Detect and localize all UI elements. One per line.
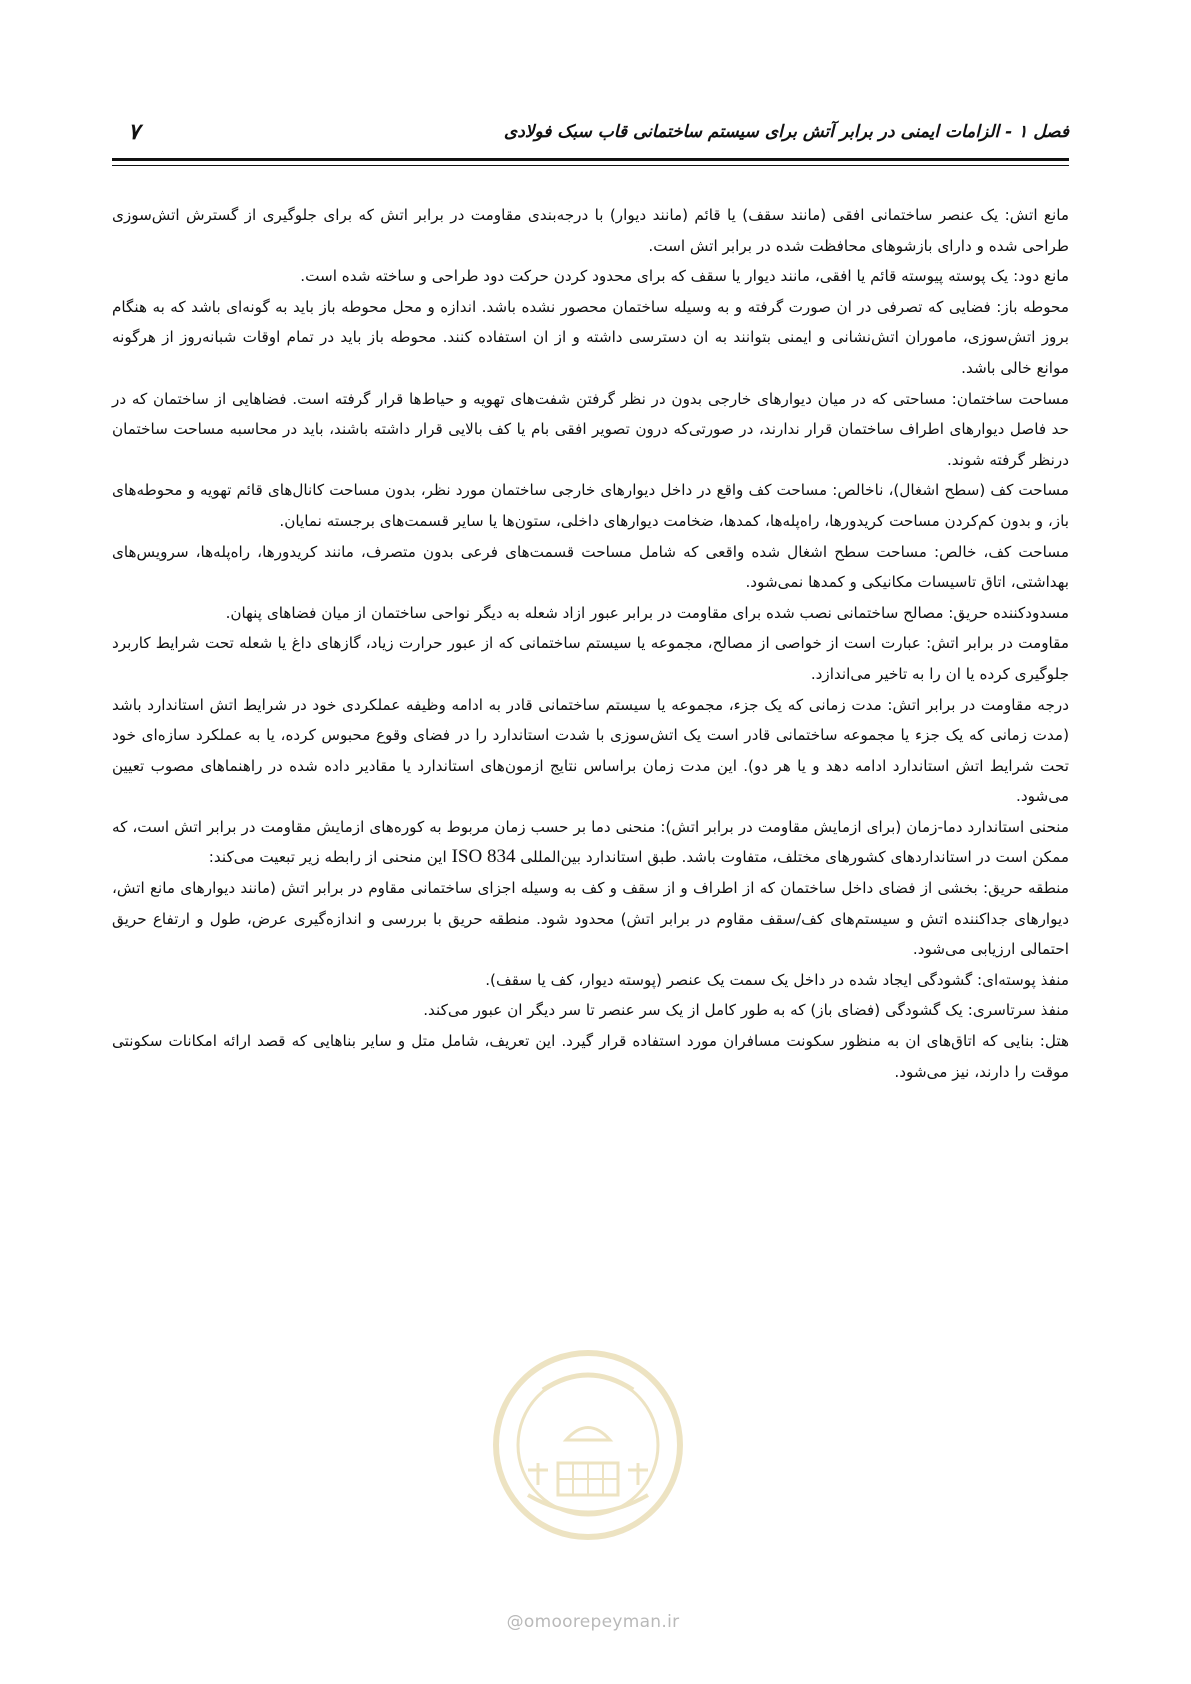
- definition-net-floor-area: مساحت کف، خالص: مساحت سطح اشغال شده واقعی که شامل مساحت قسمت‌های فرعی بدون متصرف، مانند کریدورها، راه‌پله‌ها، سرویس‌های بهداشتی، اتاق تاسیسات مکانیکی و کمدها نمی‌شود.: [112, 542, 1069, 592]
- watermark-url: @omoorepeyman.ir: [506, 1612, 680, 1632]
- definition-building-area: مساحت ساختمان: مساحتی که در میان دیوارهای خارجی بدون در نظر گرفتن شفت‌های تهویه و حیاط‌ها قرار گرفته است. فضاهایی از ساختمان که در حد فاصل دیوارهای اطراف ساختمان قرار ندارند، در صورتی‌که درون تصویر افقی بام یا کف بالایی قرار داشته باشند، باید در محاسبه مساحت ساختمان درنظر گرفته شوند.: [112, 389, 1069, 469]
- definition-fire-area: منطقه حریق: بخشی از فضای داخل ساختمان که از اطراف و از سقف و کف به وسیله اجزای ساختمانی مقاوم در برابر اتش (مانند دیوارهای مانع اتش، دیوارهای جداکننده اتش و سیستم‌های کف/سقف مقاوم در برابر اتش) محدود شود. منطقه حریق با بررسی و اندازه‌گیری عرض، طول و ارتفاع حریق احتمالی ارزیابی می‌شود.: [112, 879, 1069, 959]
- definition-fire-barrier: مانع اتش: یک عنصر ساختمانی افقی (مانند سقف) یا قائم (مانند دیوار) با درجه‌بندی مقاومت در برابر اتش که برای جلوگیری از گسترش اتش‌سوزی طراحی شده و دارای بازشوهای محافظت شده در برابر اتش است.: [112, 206, 1069, 255]
- chapter-title: فصل ۱ - الزامات ایمنی در برابر آتش برای سیستم ساختمانی قاب سبک فولادی: [503, 122, 1069, 142]
- iso-standard-code: ISO 834: [451, 846, 516, 868]
- seal-logo-icon: [488, 1345, 688, 1545]
- definitions-body: [112, 200, 1069, 1087]
- curve-text: منحنی استاندارد دما-زمان (برای ازمایش مقاومت در برابر اتش): منحنی دما بر حسب زمان مربوط به کوره‌های ازمایش مقاومت در برابر اتش است، که ممکن است در استانداردهای کشورهای مختلف، متفاوت باشد. طبق استاندارد بین‌المللی: [112, 817, 1069, 867]
- definition-time-temperature-curve: [112, 812, 1069, 873]
- definition-gross-floor-area: مساحت کف (سطح اشغال)، ناخالص: مساحت کف واقع در داخل دیوارهای خارجی ساختمان مورد نظر، بدون مساحت کانال‌های قائم تهویه و محوطه‌های باز، و بدون کم‌کردن مساحت کریدورها، راه‌پله‌ها، کمدها، ضخامت دیوارهای داخلی، ستون‌ها یا سایر قسمت‌های برجسته نمایان.: [112, 481, 1069, 530]
- definition-through-penetration: منفذ سرتاسری: یک گشودگی (فضای باز) که به طور کامل از یک سر عنصر تا سر دیگر ان عبور می‌کند.: [423, 1001, 1069, 1020]
- header-rule-thick: [112, 158, 1069, 161]
- definition-fire-resistance: مقاومت در برابر اتش: عبارت است از خواصی از مصالح، مجموعه یا سیستم ساختمانی که از عبور حرارت زیاد، گازهای داغ یا شعله تحت شرایط کاربرد جلوگیری کرده یا ان را به تاخیر می‌اندازد.: [112, 634, 1069, 683]
- definition-smoke-barrier: مانع دود: یک پوسته پیوسته قائم یا افقی، مانند دیوار یا سقف که برای محدود کردن حرکت دود طراحی و ساخته شده است.: [300, 267, 1069, 286]
- definition-fire-resistance-rating: درجه مقاومت در برابر اتش: مدت زمانی که یک جزء، مجموعه یا سیستم ساختمانی قادر به ادامه وظیفه عملکردی خود در شرایط اتش استاندارد باشد (مدت زمانی که یک جزء یا مجموعه ساختمانی قادر است یک اتش‌سوزی با شدت استاندارد را در فضای وقوع محبوس کرده، یا به عملکرد سازه‌ای خود تحت شرایط اتش استاندارد ادامه دهد و یا هر دو). این مدت زمان براساس نتایج ازمون‌های استاندارد یا مقادیر داده شده در راهنماهای مصوب تعیین می‌شود.: [112, 695, 1069, 806]
- definition-hotel: هتل: بنایی که اتاق‌های ان به منظور سکونت مسافران مورد استفاده قرار گیرد. این تعریف، شامل متل و سایر بناهایی که قصد ارائه امکانات سکونتی موقت را دارند، نیز می‌شود.: [112, 1032, 1069, 1081]
- page-number: ۷: [128, 120, 140, 145]
- definition-fireblocking: مسدودکننده حریق: مصالح ساختمانی نصب شده برای مقاومت در برابر عبور ازاد شعله به دیگر نواحی ساختمان از میان فضاهای پنهان.: [225, 603, 1069, 622]
- definition-open-space: محوطه باز: فضایی که تصرفی در ان صورت گرفته و به وسیله ساختمان محصور نشده باشد. اندازه و محل محوطه باز باید به گونه‌ای باشد که به هنگام بروز اتش‌سوزی، ماموران اتش‌نشانی و ایمنی بتوانند به ان دسترسی داشته و از ان استفاده کنند. محوطه باز باید در تمام اوقات شبانه‌روز از هرگونه موانع خالی باشد.: [112, 297, 1069, 377]
- header-rule-thin: [112, 165, 1069, 166]
- definition-membrane-penetration: منفذ پوسته‌ای: گشودگی ایجاد شده در داخل یک سمت یک عنصر (پوسته دیوار، کف یا سقف).: [485, 970, 1069, 989]
- curve-text-tail: این منحنی از رابطه زیر تبعیت می‌کند:: [208, 848, 447, 867]
- page-header: [112, 120, 1069, 152]
